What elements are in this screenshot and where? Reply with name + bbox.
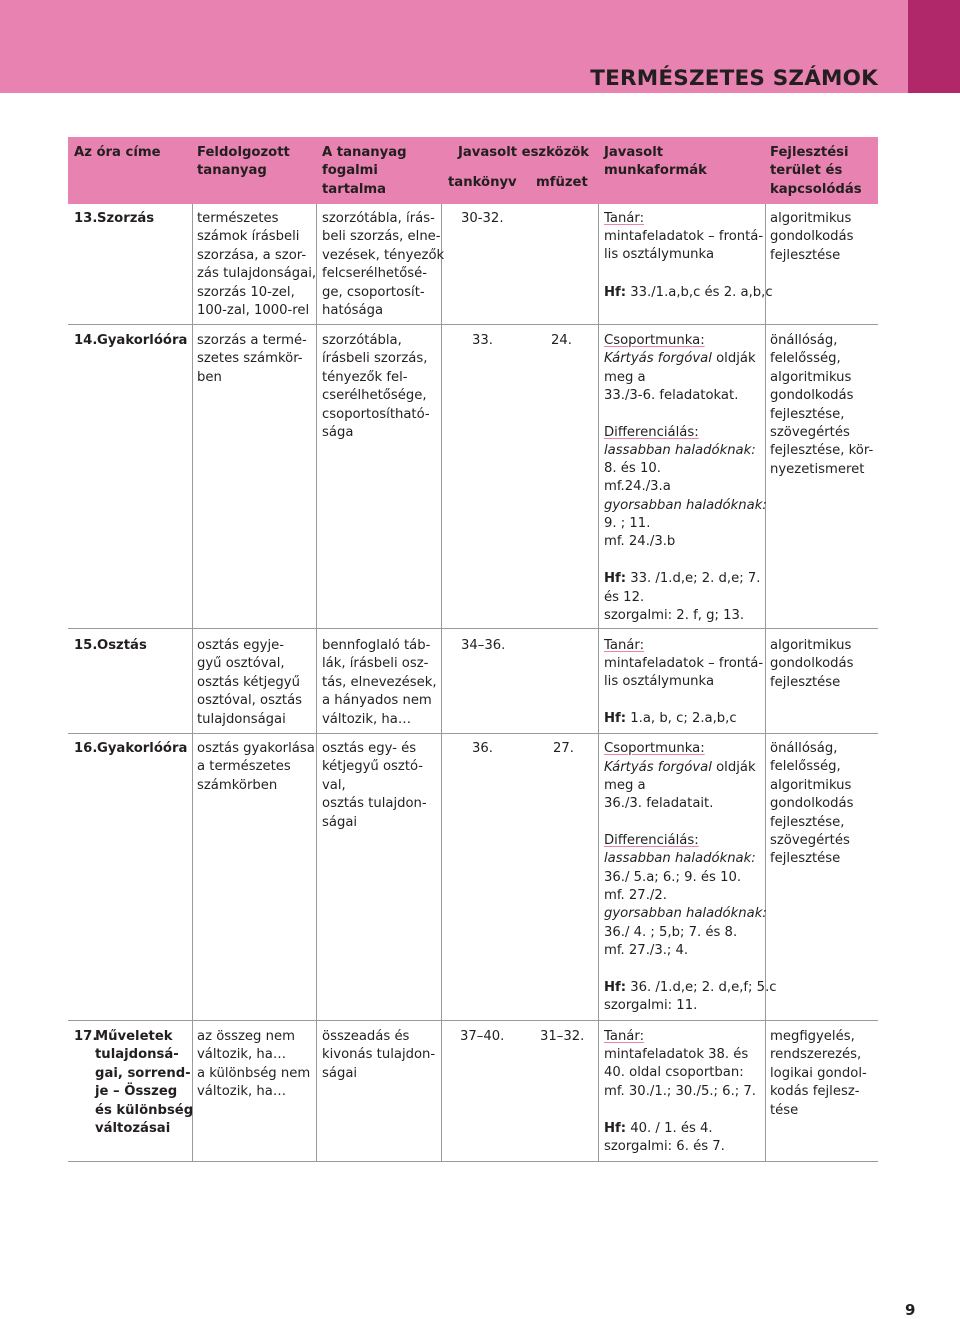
lesson-concepts: összeadás és kivonás tulajdon- ságai [322, 1029, 436, 1081]
slow-label: lassabban haladóknak: [604, 443, 756, 458]
fast-text: 36./ 4. ; 5,b; 7. és 8. mf. 27./3.; 4. [604, 925, 738, 959]
lesson-material: szorzás a termé- szetes számkör- ben [197, 333, 307, 385]
lesson-number: 14. [74, 333, 98, 348]
header-workbook: mfüzet [536, 175, 588, 190]
header-material: Feldolgozott tananyag [197, 145, 290, 179]
teacher-label: Tanár: [604, 1029, 645, 1044]
fast-label: gyorsabban haladóknak: [604, 498, 767, 513]
homework-extra: szorgalmi: 6. és 7. [604, 1139, 725, 1154]
lesson-concepts: bennfoglaló táb- lák, írásbeli osz- tás, elnevezések, a hányados nem változik, ha… [322, 638, 437, 727]
workform-text: meg a 36./3. feladatait. [604, 778, 714, 812]
col-divider [441, 204, 442, 1161]
homework-extra: szorgalmi: 11. [604, 998, 698, 1013]
homework-label: Hf: [604, 285, 627, 300]
lesson-material: az összeg nem változik, ha… a különbség nem változik, ha… [197, 1029, 311, 1100]
row-divider [68, 733, 878, 734]
col-divider [192, 204, 193, 1161]
page-number: 9 [905, 1301, 916, 1319]
lesson-concepts: szorzótábla, írás- beli szorzás, elne- vezések, tényezők felcserélhetősé- ge, csoportosít- hatósága [322, 211, 445, 319]
workbook-pages: 24. [551, 333, 572, 348]
differentiation-label: Differenciálás: [604, 833, 699, 848]
workbook-pages: 27. [553, 741, 574, 756]
lesson-material: osztás gyakorlása a természetes számkörben [197, 741, 315, 793]
slow-label: lassabban haladóknak: [604, 851, 756, 866]
textbook-pages: 34–36. [461, 638, 506, 653]
workform-text: meg a 33./3-6. feladatokat. [604, 370, 739, 404]
row-divider [68, 1161, 878, 1162]
header-lesson-title: Az óra címe [74, 145, 161, 160]
slow-text: 8. és 10. mf.24./3.a [604, 461, 671, 495]
homework-label: Hf: [604, 711, 627, 726]
homework-text: 40. / 1. és 4. [630, 1121, 713, 1136]
row-divider [68, 324, 878, 325]
lesson-number: 16. [74, 741, 98, 756]
homework-label: Hf: [604, 1121, 627, 1136]
textbook-pages: 33. [472, 333, 493, 348]
lesson-title: Szorzás [97, 211, 155, 226]
header-tools: Javasolt eszközök [458, 145, 590, 160]
row-divider [68, 1020, 878, 1021]
banner-edge [908, 0, 960, 93]
homework-text: 33./1.a,b,c és 2. a,b,c [630, 285, 773, 300]
lesson-number: 13. [74, 211, 98, 226]
differentiation-label: Differenciálás: [604, 425, 699, 440]
header-concepts: A tananyag fogalmi tartalma [322, 145, 407, 197]
groupwork-label: Csoportmunka: [604, 741, 705, 756]
lesson-title: Osztás [97, 638, 147, 653]
method-rest: oldják [711, 760, 756, 775]
slow-text: 36./ 5.a; 6.; 9. és 10. mf. 27./2. [604, 870, 742, 904]
header-textbook: tankönyv [448, 175, 517, 190]
workform-label [604, 210, 644, 228]
development-area: algoritmikus gondolkodás fejlesztése [770, 638, 854, 690]
lesson-title: Műveletek tulajdonsá- gai, sorrend- je – Összeg és különbség változásai [95, 1029, 194, 1137]
development-area: önállóság, felelősség, algoritmikus gondolkodás fejlesztése, szövegértés fejlesztése, kör- nyezetismeret [770, 333, 874, 477]
teacher-label: Tanár: [604, 638, 645, 653]
homework-text: 33. /1.d,e; 2. d,e; 7. [630, 571, 761, 586]
workform-text: mintafeladatok – frontá- lis osztálymunka [604, 656, 764, 690]
col-divider [598, 204, 599, 1161]
lesson-material: osztás egyje- gyű osztóval, osztás kétjegyű osztóval, osztás tulajdonságai [197, 638, 303, 727]
lesson-concepts: szorzótábla, írásbeli szorzás, tényezők fel- cserélhetősége, csoportosítható- sága [322, 333, 430, 441]
homework [604, 284, 773, 302]
col-divider [765, 204, 766, 1161]
workform-text: mintafeladatok 38. és 40. oldal csoportban: mf. 30./1.; 30./5.; 6.; 7. [604, 1047, 756, 1099]
development-area: önállóság, felelősség, algoritmikus gondolkodás fejlesztése, szövegértés fejlesztése [770, 741, 854, 867]
lesson-material: természetes számok írásbeli szorzása, a szor- zás tulajdonságai, szorzás 10-zel, 100-zal, 1000-rel [197, 211, 317, 319]
homework-extra: és 12. szorgalmi: 2. f, g; 13. [604, 590, 745, 624]
teacher-label: Tanár: [604, 211, 645, 226]
row-divider [68, 628, 878, 629]
groupwork-label: Csoportmunka: [604, 333, 705, 348]
homework-text: 1.a, b, c; 2.a,b,c [630, 711, 737, 726]
method-name: Kártyás forgóval [604, 351, 712, 366]
textbook-pages: 36. [472, 741, 493, 756]
lesson-concepts: osztás egy- és kétjegyű osztó- val, osztás tulajdon- ságai [322, 741, 427, 830]
textbook-pages: 37–40. [460, 1029, 505, 1044]
chapter-title: TERMÉSZETES SZÁMOK [590, 66, 878, 91]
homework-label: Hf: [604, 980, 627, 995]
lesson-number: 17. [74, 1029, 98, 1044]
col-divider [316, 204, 317, 1161]
homework-label: Hf: [604, 571, 627, 586]
method-rest: oldják [711, 351, 756, 366]
homework-text: 36. /1.d,e; 2. d,e,f; 5.c [630, 980, 777, 995]
lesson-title: Gyakorlóóra [97, 741, 188, 756]
lesson-title: Gyakorlóóra [97, 333, 188, 348]
textbook-pages: 30-32. [461, 211, 504, 226]
fast-text: 9. ; 11. mf. 24./3.b [604, 516, 676, 550]
workbook-pages: 31–32. [540, 1029, 585, 1044]
fast-label: gyorsabban haladóknak: [604, 906, 767, 921]
lesson-number: 15. [74, 638, 98, 653]
development-area: megfigyelés, rendszerezés, logikai gondol- kodás fejlesz- tése [770, 1029, 867, 1118]
header-development: Fejlesztési terület és kapcsolódás [770, 145, 862, 197]
development-area: algoritmikus gondolkodás fejlesztése [770, 211, 854, 263]
header-workforms: Javasolt munkaformák [604, 145, 707, 179]
method-name: Kártyás forgóval [604, 760, 712, 775]
workform-text: mintafeladatok – frontá- lis osztálymunka [604, 229, 764, 263]
